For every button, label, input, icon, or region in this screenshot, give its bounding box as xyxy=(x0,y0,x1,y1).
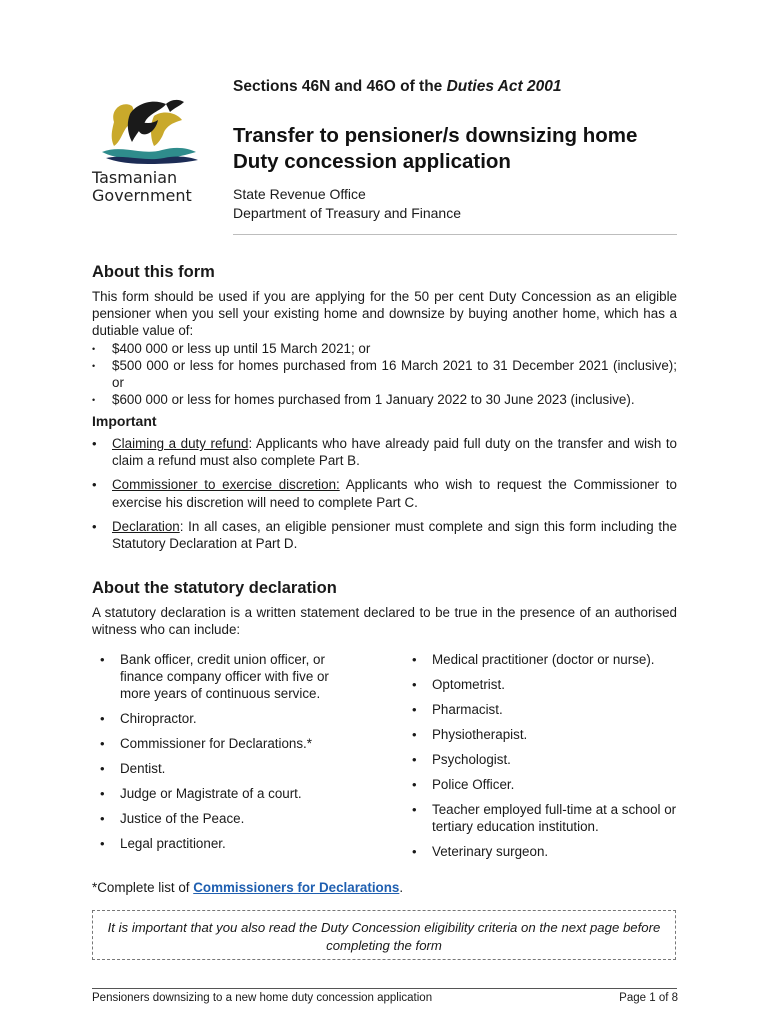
list-item: • Pharmacist. xyxy=(412,701,682,718)
declaration-label: Declaration xyxy=(112,518,180,534)
list-item xyxy=(92,476,677,510)
sections-reference xyxy=(233,78,561,96)
about-form-intro: This form should be used if you are applying for the 50 per cent Duty Concession as an eligible pensioner when you sell your existing home and downsize by buying another home, which has a dutiable value of: xyxy=(92,289,677,339)
page-title xyxy=(233,123,637,175)
important-section xyxy=(92,413,677,559)
tasmanian-government-logo xyxy=(92,94,212,205)
logo-line-2: Government xyxy=(92,186,192,205)
list-item: • Chiropractor. xyxy=(100,710,362,727)
logo-line-1: Tasmanian xyxy=(92,168,178,187)
title-line-1: Transfer to pensioner/s downsizing home xyxy=(233,124,638,147)
footer-divider xyxy=(92,988,677,989)
list-item: • $500 000 or less for homes purchased from 16 March 2021 to 31 December 2021 (inclusive); or xyxy=(92,357,677,391)
act-name: Duties Act 2001 xyxy=(446,78,562,95)
footnote-prefix: *Complete list of xyxy=(92,880,194,895)
important-list xyxy=(92,435,677,552)
list-item: • Commissioner for Declarations.* xyxy=(100,735,362,752)
list-item: • Psychologist. xyxy=(412,751,682,768)
important-heading: Important xyxy=(92,413,157,429)
org-line-2: Department of Treasury and Finance xyxy=(233,205,462,221)
list-item: • Teacher employed full-time at a school or tertiary education institution. xyxy=(412,801,682,835)
sections-text: Sections 46N and 46O of the xyxy=(233,78,447,95)
list-item: • Justice of the Peace. xyxy=(100,810,362,827)
witness-list xyxy=(412,651,682,860)
header-divider xyxy=(233,234,677,235)
refund-label: Claiming a duty refund xyxy=(112,436,249,451)
list-item: • $600 000 or less for homes purchased from 1 January 2022 to 30 June 2023 (inclusive). xyxy=(92,391,677,408)
organisation xyxy=(233,185,461,223)
list-item xyxy=(92,518,677,552)
page-number: Page 1 of 8 xyxy=(619,992,678,1004)
witness-list-right xyxy=(412,651,682,868)
note-line-1: It is important that you also read the Duty Concession eligibility criteria on the next page before xyxy=(107,920,661,935)
list-item: • Bank officer, credit union officer, or finance company officer with five or more years of continuous service. xyxy=(100,651,362,702)
list-item: • Optometrist. xyxy=(412,676,682,693)
list-item: • Police Officer. xyxy=(412,776,682,793)
footnote-suffix: . xyxy=(399,880,404,895)
footer-title: Pensioners downsizing to a new home duty concession application xyxy=(92,992,433,1004)
refund-text: : Applicants who have already paid full duty on the transfer and wish to claim a refund must also complete Part B. xyxy=(112,436,677,469)
witness-list xyxy=(100,651,362,852)
org-line-1: State Revenue Office xyxy=(233,186,366,202)
statutory-heading: About the statutory declaration xyxy=(92,579,337,597)
dutiable-values-list xyxy=(92,340,677,409)
list-item xyxy=(92,435,677,469)
about-form-heading: About this form xyxy=(92,263,215,281)
discretion-label: Commissioner to exercise discretion: xyxy=(112,477,340,493)
list-item: • Physiotherapist. xyxy=(412,726,682,743)
statutory-intro: A statutory declaration is a written statement declared to be true in the presence of an authorised witness who can include: xyxy=(92,605,677,638)
commissioners-link[interactable]: Commissioners for Declarations xyxy=(193,880,400,895)
discretion-text: Applicants who wish to request the Commissioner to exercise his discretion will need to complete Part C. xyxy=(112,477,677,510)
list-item: • Dentist. xyxy=(100,760,362,777)
footnote xyxy=(92,880,403,895)
list-item: • Medical practitioner (doctor or nurse). xyxy=(412,651,682,668)
list-item: • Legal practitioner. xyxy=(100,835,362,852)
list-item: • $400 000 or less up until 15 March 2021; or xyxy=(92,340,677,357)
witness-list-left xyxy=(100,651,362,860)
thylacine-emblem-icon xyxy=(92,94,212,164)
list-item: • Judge or Magistrate of a court. xyxy=(100,785,362,802)
declaration-text: : In all cases, an eligible pensioner must complete and sign this form including the Statutory Declaration at Part D. xyxy=(112,518,677,552)
statutory-section xyxy=(92,579,677,638)
list-item: • Veterinary surgeon. xyxy=(412,843,682,860)
note-line-2: completing the form xyxy=(326,938,442,953)
about-form-section xyxy=(92,263,677,408)
eligibility-note-box xyxy=(92,910,676,960)
title-line-2: Duty concession application xyxy=(233,150,511,173)
